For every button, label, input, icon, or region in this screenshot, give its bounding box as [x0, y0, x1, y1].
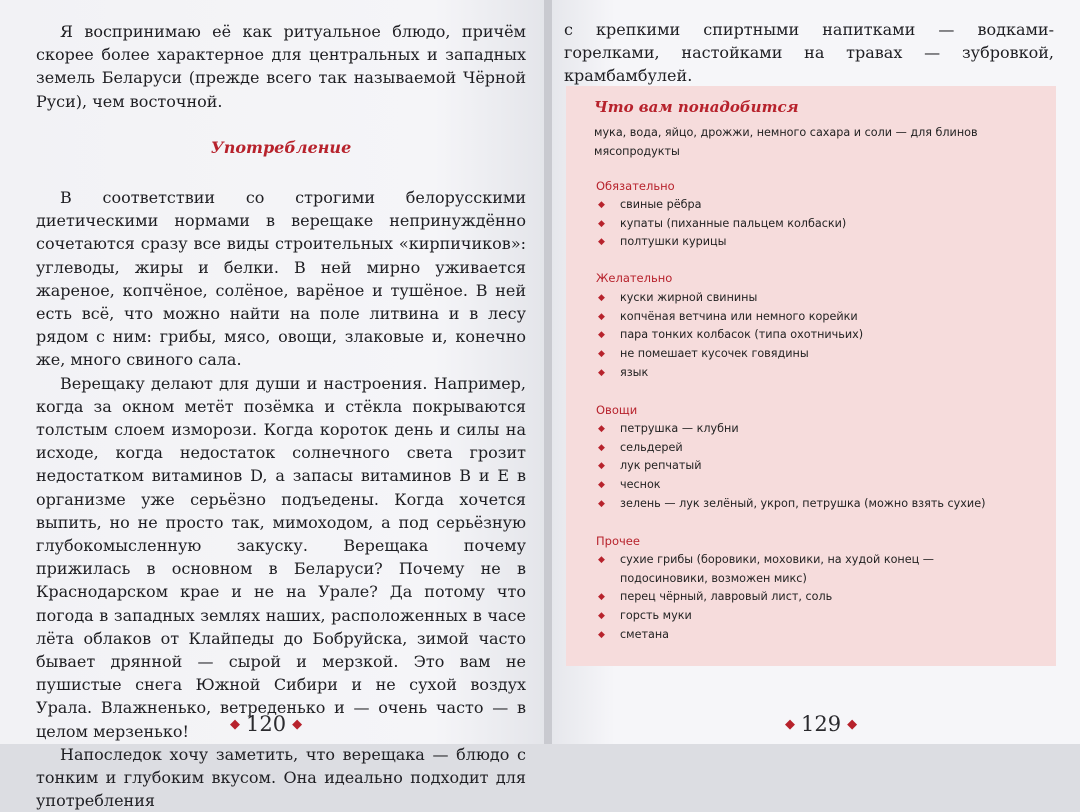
- list-item-text: копчёная ветчина или немного корейки: [620, 309, 858, 323]
- red-diamond-bullet-icon: ◆: [598, 592, 605, 603]
- list-item-text: зелень — лук зелёный, укроп, петрушка (можно взять сухие): [620, 496, 986, 510]
- list-item: [598, 439, 1038, 458]
- ingredients-box: [566, 86, 1056, 666]
- left-paragraph: Напоследок хочу заметить, что верещака — блюдо с тонким и глубоким вкусом. Она идеально подходит для употребления: [36, 744, 526, 811]
- list-item-text: лук репчатый: [620, 459, 702, 473]
- list-item-text: сельдерей: [620, 440, 683, 454]
- red-diamond-bullet-icon: ◆: [598, 461, 605, 472]
- list-item: [598, 495, 1038, 514]
- red-diamond-bullet-icon: ◆: [598, 311, 605, 322]
- list-item: [598, 457, 1038, 476]
- red-diamond-bullet-icon: ◆: [598, 629, 605, 640]
- group-title: Прочее: [596, 534, 640, 548]
- red-diamond-bullet-icon: ◆: [598, 218, 605, 229]
- red-diamond-bullet-icon: ◆: [598, 293, 605, 303]
- red-diamond-bullet-icon: ◆: [598, 200, 605, 210]
- red-diamond-bullet-icon: ◆: [598, 367, 605, 378]
- list-item-text: свиные рёбра: [620, 198, 702, 211]
- list-item-text: не помешает кусочек говядины: [620, 347, 809, 361]
- red-diamond-icon: ◆: [292, 716, 303, 732]
- red-diamond-bullet-icon: ◆: [598, 611, 605, 622]
- book-gutter: [544, 0, 552, 744]
- page-number-text: 129: [801, 712, 842, 736]
- list-item-text: перец чёрный, лавровый лист, соль: [620, 590, 833, 604]
- list-item-text: полтушки курицы: [620, 235, 727, 249]
- ingredient-list: [598, 551, 1038, 645]
- list-item: [598, 551, 950, 588]
- list-item: [598, 345, 1038, 364]
- red-diamond-bullet-icon: ◆: [598, 480, 605, 491]
- list-item-text: петрушка — клубни: [620, 422, 739, 435]
- page-number-left: [230, 712, 302, 736]
- ingredient-list: [598, 289, 1038, 383]
- red-diamond-bullet-icon: ◆: [598, 555, 605, 565]
- ingredient-list: [598, 196, 1038, 252]
- red-diamond-bullet-icon: ◆: [598, 349, 605, 360]
- list-item: [598, 420, 1038, 439]
- ingredient-list: [598, 420, 1038, 514]
- red-diamond-bullet-icon: ◆: [598, 424, 605, 434]
- list-item-text: чеснок: [620, 478, 661, 492]
- list-item-text: язык: [620, 365, 649, 379]
- group-title: Желательно: [596, 271, 673, 285]
- left-paragraph: В соответствии со строгими белорусскими диетическими нормами в верещаке непринуждённо сочетаются сразу все виды строительных «кирпичиков»: углеводы, жиры и белки. В ней мирно уживается жареное, копчёное, солёное, варёное и тушёное. В ней есть всё, что можно найти на поле литвина и в лесу рядом с ним: грибы, мясо, овощи, злаковые и, конечно же, много свиного сала.: [36, 188, 526, 370]
- list-item-text: пара тонких колбасок (типа охотничьих): [620, 328, 864, 342]
- list-item-text: купаты (пиханные пальцем колбаски): [620, 216, 847, 230]
- page-number-text: 120: [246, 712, 287, 736]
- list-item: [598, 215, 1038, 234]
- right-page: [552, 0, 1080, 744]
- list-item: [598, 588, 1038, 607]
- left-paragraph: Верещаку делают для души и настроения. Например, когда за окном метёт позёмка и стёкла покрываются толстым слоем изморози. Когда короток день и силы на исходе, когда недостаток солнечного света грозит недостатком витаминов D, а запасы витаминов В и Е в организме уже серьёзно подъедены. Когда хочется выпить, но не просто так, мимоходом, а под серьёзную глубокомысленную закуску. Верещака почему прижилась в основном в Беларуси? Почему не в Краснодарском крае и не на Урале? Да потому что погода в западных землях наших, расположенных в часе лёта облаков от Клайпеды до Бобруйска, зимой часто бывает дрянной — сырой и мерзкой. Это вам не пушистые снега Южной Сибири и не сухой воздух Урала. Влажненько, ветреденько и — очень часто — в целом мерзенько!: [36, 373, 526, 741]
- left-paragraph: Я воспринимаю её как ритуальное блюдо, причём скорее более характерное для центральных и западных земель Беларуси (прежде всего так называемой Чёрной Руси), чем восточной.: [36, 22, 526, 111]
- right-intro-text: [564, 18, 1054, 88]
- group-title: Обязательно: [596, 179, 675, 193]
- group-title: Овощи: [596, 403, 638, 417]
- list-item: [598, 626, 1038, 645]
- left-intro-text: [36, 20, 526, 113]
- list-item-text: сметана: [620, 627, 670, 641]
- page-number-right: [785, 712, 857, 736]
- list-item-text: сухие грибы (боровики, моховики, на худой конец — подосиновики, возможен микс): [620, 553, 934, 585]
- section-heading: Употребление: [210, 138, 352, 157]
- box-title: Что вам понадобится: [594, 98, 799, 116]
- red-diamond-bullet-icon: ◆: [598, 330, 605, 341]
- red-diamond-bullet-icon: ◆: [598, 237, 605, 248]
- list-item: [598, 289, 1038, 308]
- list-item: [598, 607, 1038, 626]
- right-paragraph: с крепкими спиртными напитками — водками-горелками, настойками на травах — зубровкой, крамбамбулей.: [564, 20, 1054, 86]
- list-item: [598, 233, 1038, 252]
- list-item-text: горсть муки: [620, 609, 692, 623]
- list-item-text: куски жирной свинины: [620, 291, 758, 304]
- red-diamond-bullet-icon: ◆: [598, 498, 605, 509]
- list-item: [598, 196, 1038, 215]
- red-diamond-icon: ◆: [230, 716, 240, 732]
- list-item: [598, 326, 1038, 345]
- red-diamond-icon: ◆: [847, 716, 858, 732]
- ingredients-intro: мука, вода, яйцо, дрожжи, немного сахара и соли — для блинов мясопродукты: [594, 126, 978, 158]
- list-item: [598, 308, 1038, 327]
- red-diamond-icon: ◆: [785, 716, 795, 732]
- list-item: [598, 476, 1038, 495]
- list-item: [598, 364, 1038, 383]
- red-diamond-bullet-icon: ◆: [598, 442, 605, 453]
